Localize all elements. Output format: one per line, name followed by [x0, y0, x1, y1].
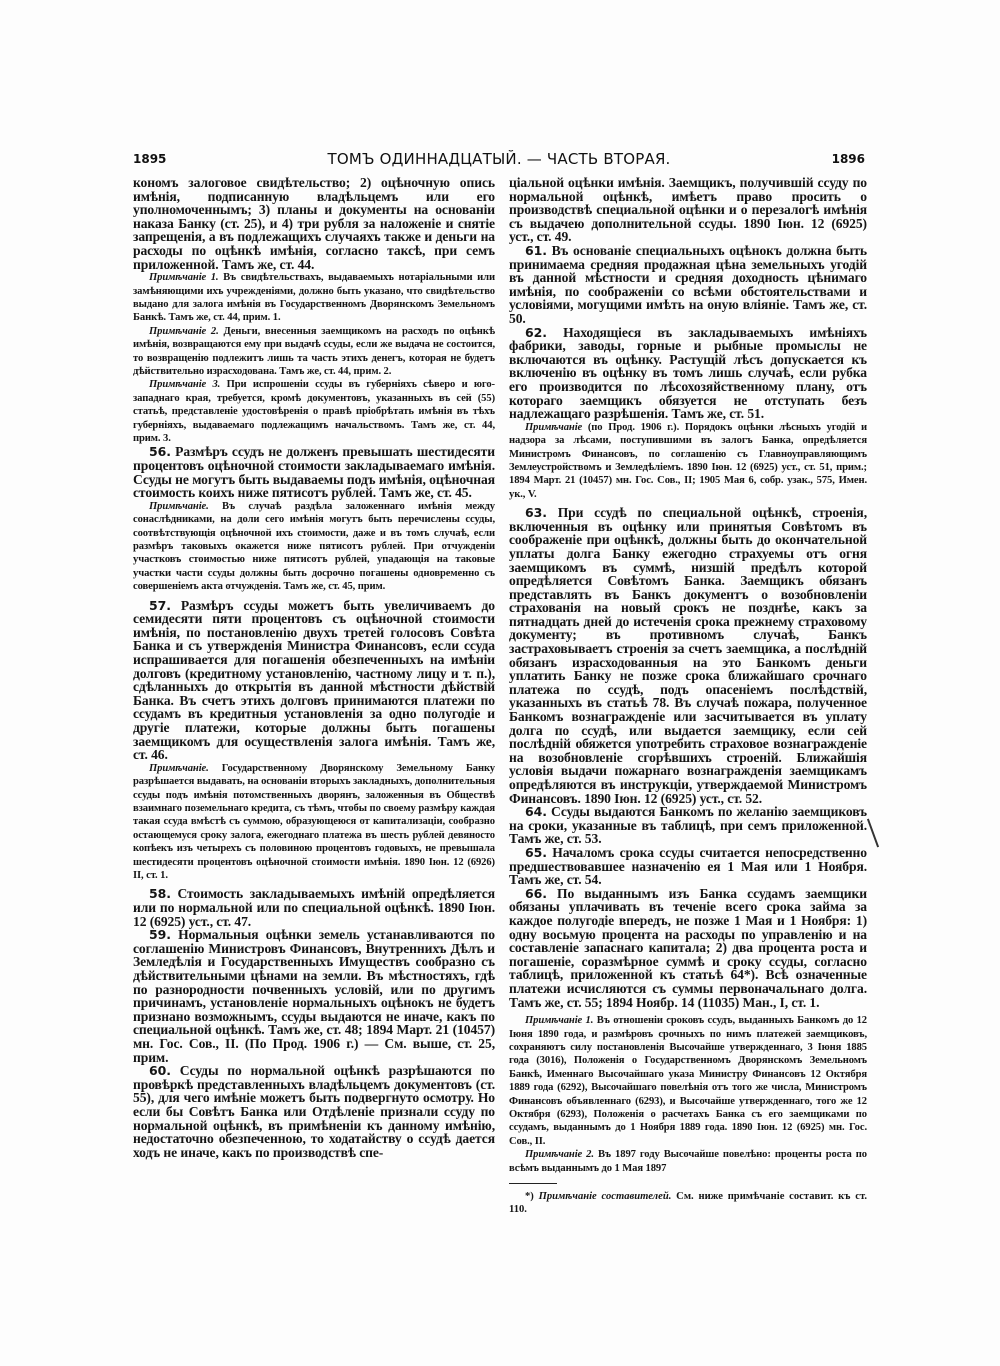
note: [509, 1148, 867, 1175]
article-number: 56.: [149, 444, 171, 460]
page-header: [133, 150, 865, 172]
page-number-right: 1896: [831, 152, 865, 166]
article-text: Нормальныя оцѣнки земель устанавливаются по соглашенію Министровъ Финансовъ, Внутреннихъ Дѣлъ и Земледѣлія и Государственныхъ Имуществъ сообразно съ дѣйствительными цѣнами на земли. Въ мѣстностяхъ, гдѣ по разнородности почвенныхъ условій, или по другимъ причинамъ, установленіе нормальныхъ оцѣнокъ не будетъ признано возможнымъ, ссуды выдаются не иначе, какъ по специальной оцѣнкѣ. Тамъ же, ст. 48; 1894 Март. 21 (10457) мн. Гос. Сов., II. (По Прод. 1906 г.) — См. выше, ст. 25, прим.: [133, 927, 495, 1065]
article-text: При ссудѣ по специальной оцѣнкѣ, строенія, включенныя въ оцѣнку или принятыя Совѣтомъ въ соображеніе при оцѣнкѣ, должны быть до окончательной уплаты долга Банку ежегодно страхуемы отъ огня заемщикомъ въ суммѣ, низшій предѣлъ которой опредѣляется Совѣтомъ Банка. Заемщикъ обязанъ представлять въ Банкъ документъ о возобновленіи страхованія на новый срокъ не позднѣе, какъ за пятнадцать дней до истеченія срока прежнему страховому документу; въ противномъ случаѣ, Банкъ застраховываетъ строенія за счетъ заемщика, а послѣдній обязанъ израсходованныя на это Банкомъ деньги уплатить Банку не позже срока ближайшаго срочнаго платежа по ссудѣ, подъ опасеніемъ послѣдствій, указанныхъ въ статьѣ 78. Въ случаѣ пожара, полученное Банкомъ вознагражденіе или засчитывается въ уплату долга по ссудѣ, или выдается заемщику, если сей послѣдній обяжется употребить страховое вознагражденіе на возобновленіе сгорѣвшихъ строеній. Ближайшія условія выдачи пожарнаго вознагражденія заемщикамъ опредѣляются въ инструкціи, утверждаемой Министромъ Финансовъ. 1890 Іюн. 12 (6925) уст., ст. 52.: [509, 505, 867, 806]
note-label: Примѣчаніе 3.: [149, 379, 221, 391]
note: [133, 762, 495, 883]
article-65: [509, 846, 867, 887]
footnote-label: Примѣчаніе составителей.: [538, 1190, 672, 1202]
article-number: 59.: [149, 927, 171, 943]
article-number: 61.: [525, 242, 547, 258]
article-text: Началомъ срока ссуды считается непосредственно предшествовавшее назначенію ея 1 Мая или 1 Ноября. Тамъ же, ст. 54.: [509, 844, 867, 888]
article-text: Ссуды по нормальной оцѣнкѣ разрѣшаются по провѣркѣ представленныхъ владѣльцемъ документовъ (ст. 55), для чего имѣніе можетъ быть подвергнуто осмотру. Но если бы Совѣтъ Банка или Отдѣленіе признали ссуду по нормальной оцѣнкѣ, въ примѣненіи къ данному имѣнію, недостаточно обезпеченною, то ходатайству о ссудѣ дается ходъ не иначе, какъ по производствѣ спе-: [133, 1063, 495, 1160]
article-number: 58.: [149, 886, 171, 902]
note-label: Примѣчаніе 2.: [525, 1149, 594, 1161]
note-text: Государственному Дворянскому Земельному Банку разрѣшается выдавать, на основаніи вторыхъ закладныхъ, дополнительныя ссуды подъ имѣнія потомственныхъ дворянъ, заложенныя въ Обществѣ взаимнаго поземельнаго кредита, съ тѣмъ, чтобы по своему размѣру каждая такая ссуда вмѣстѣ съ суммою, образующеюся от капитализаціи, сообразно остающемуся сроку залога, ежегоднаго платежа въ шесть рублей девяносто копѣекъ изъ четырехъ съ половиною процентовъ годовыхъ, не превышала шестидесяти процентовъ оцѣночной стоимости имѣнія. 1890 Іюн. 12 (6926) II, ст. 1.: [133, 762, 495, 882]
article-number: 60.: [149, 1063, 171, 1079]
article-56: [133, 445, 495, 499]
note-label: Примѣчаніе 1.: [525, 1015, 594, 1027]
article-64: [509, 805, 867, 846]
left-column: [133, 176, 495, 1159]
article-text: Въ основаніе специальныхъ оцѣнокъ должна быть принимаема средняя продажная цѣна земельныхъ угодій въ данной мѣстности и средняя доходность цѣнимаго имѣнія, по соображеніи со всѣми обстоятельствами и условіями, могущими имѣть на оную вліяніе. Тамъ же, ст. 50.: [509, 242, 867, 326]
article-63: [509, 506, 867, 805]
note: [133, 378, 495, 445]
note-text: При испрошеніи ссуды въ губерніяхъ сѣверо и юго-западнаго края, требуется, кромѣ документовъ, указанныхъ въ сей (55) статьѣ, представленіе удостовѣренія о правѣ пріобрѣтать имѣнія въ тѣхъ губерніяхъ, выдаваемаго подлежащимъ начальствомъ. Тамъ же, ст. 44, прим. 3.: [133, 379, 495, 445]
note-text: Въ 1897 году Высочайше повелѣно: проценты роста по всѣмъ выданнымъ до 1 Мая 1897: [509, 1149, 867, 1174]
article-60: [133, 1064, 495, 1159]
article-text: Стоимость закладываемыхъ имѣній опредѣляется или по нормальной или по специальной оцѣнкѣ. 1890 Іюн. 12 (6925) уст., ст. 47.: [133, 886, 495, 929]
continued-text: ціальной оцѣнки имѣнія. Заемщикъ, получившій ссуду по нормальной оцѣнкѣ, имѣетъ право просить о производствѣ специальной оцѣнки и о перезалогѣ имѣнія съ выдачею дополнительной ссуды. 1890 Іюн. 12 (6925) уст., ст. 49.: [509, 175, 867, 245]
footnote-marker: *): [525, 1190, 534, 1202]
note: [133, 325, 495, 379]
article-text: Размѣръ ссуды можетъ быть увеличиваемъ до семидесяти пяти процентовъ съ оцѣночной стоимости имѣнія, по постановленію двухъ третей голосовъ Совѣта Банка и съ утвержденія Министра Финансовъ, если ссуда испрашивается для погашенія обезпеченныхъ на имѣніи долговъ (кредитному установленію, частному лицу и т. п.), сдѣланныхъ до открытія въ данной мѣстности дѣйствій Банка. Въ счетъ этихъ долговъ принимаются платежи по ссудамъ въ кредитныя установленія за одно полугодіе и другіе платежи, которые должны быть погашены заемщикомъ для осуществленія залога имѣнія. Тамъ же, ст. 46.: [133, 597, 495, 763]
note-label: Примѣчаніе.: [149, 500, 209, 512]
article-number: 65.: [525, 844, 547, 860]
footnote-rule: [509, 1183, 557, 1184]
article-62: [509, 326, 867, 421]
footnote: [509, 1190, 867, 1217]
page-number-left: 1895: [133, 152, 167, 166]
article-text: Находящіеся въ закладываемыхъ имѣніяхъ фабрики, заводы, горные и рыбные промыслы не включаются въ оцѣнку. Растущій лѣсъ допускается къ включенію въ оцѣнку въ томъ лишь случаѣ, если рубка его производится по лѣсохозяйственному плану, отъ котораго заемщикъ обязуется не отступать безъ надлежащаго разрѣшенія. Тамъ же, ст. 51.: [509, 324, 867, 422]
margin-pencil-mark: [867, 819, 879, 848]
footnote-text: См. ниже примѣчаніе составит. къ ст. 110.: [509, 1190, 868, 1216]
note-label: Примѣчаніе 1.: [149, 272, 219, 284]
note-text: (по Прод. 1906 г.). Порядокъ оцѣнки лѣсныхъ угодій и надзора за лѣсами, поступившими въ залогъ Банка, опредѣляется Министромъ Финансовъ, по соглашенію съ Главноуправляющимъ Землеустройствомъ и Земледѣліемъ. 1890 Іюн. 12 (6925) уст., ст. 51, прим.; 1894 Март. 21 (10457) мн. Гос. Сов., II; 1905 Мая 6, собр. узак., 575, Имен. ук., V.: [509, 421, 867, 500]
right-column: [509, 176, 867, 1217]
article-text: Размѣръ ссудъ не долженъ превышать шестидесяти процентовъ оцѣночной стоимости закладываемаго имѣнія. Ссуды не могутъ быть выдаваемы подъ имѣнія, оцѣночная стоимость коихъ ниже пятисотъ рублей. Тамъ же, ст. 45.: [133, 444, 495, 501]
note-text: Въ отношеніи сроковъ ссудъ, выданныхъ Банкомъ до 12 Іюня 1890 года, и размѣровъ срочныхъ по нимъ платежей заемщиковъ, сохраняютъ силу постановленія Высочайше утвержденнаго, 3 Іюня 1885 года (3016), Положенія о Государственномъ Дворянскомъ Земельномъ Банкѣ, Именнаго Высочайшаго указа Министру Финансовъ 12 Октября 1889 года (6292), Высочайшаго повелѣнія отъ того же числа, Министромъ Финансовъ объявленнаго (6293), и Высочайше утвержденнаго, того же 12 Октября (6293), Положенія о расчетахъ Банка съ его заемщиками по ссудамъ, выданнымъ до 1 Ноября 1889 года. 1890 Іюн. 12 (6925) мн. Гос. Сов., II.: [509, 1015, 867, 1147]
continued-text: кономъ залоговое свидѣтельство; 2) оцѣночную опись имѣнія, подписанную владѣльцемъ или его уполномоченнымъ; 3) планы и документы на основаніи наказа Банку (ст. 25), и 4) три рубля за наложеніе и снятіе запрещенія, а въ подлежащихъ случаяхъ также и деньги на расходы по оцѣнкѣ имѣнія, согласно таксѣ, при семъ приложенной. Тамъ же, ст. 44.: [133, 175, 495, 272]
article-text: По выданнымъ изъ Банка ссудамъ заемщики обязаны уплачивать въ теченіе всего срока займа за каждое полугодіе впередъ, не позже 1 Мая и 1 Ноября: 1) одну восьмую процента на расходы по управленію и на составленіе запаснаго капитала; 2) два процента роста и погашеніе, соразмѣрное суммѣ и сроку ссуды, согласно таблицѣ, приложенной къ статьѣ 64*). Всѣ означенные платежи исчисляются съ суммы первоначальнаго долга. Тамъ же, ст. 55; 1894 Ноябр. 14 (11035) Ман., I, ст. 1.: [509, 885, 867, 1010]
note-text: Въ случаѣ раздѣла заложеннаго имѣнія между сонаслѣдниками, на доли сего имѣнія могутъ быть перечислены ссуды, соотвѣтствующія оцѣночной ихъ стоимости, даже и въ томъ случаѣ, если размѣръ таковыхъ окажется ниже пятисотъ рублей. При отчужденіи участковъ стоимостью ниже пятисотъ рублей, упадающія на таковые участки части ссуды должны быть досрочно погашены одновременно съ совершеніемъ акта отчужденія. Тамъ же, ст. 45, прим.: [133, 500, 495, 593]
article-61: [509, 244, 867, 326]
note: [133, 500, 495, 594]
article-number: 64.: [525, 804, 547, 820]
note: [509, 1014, 867, 1148]
article-text: Ссуды выдаются Банкомъ по желанію заемщиковъ на сроки, указанные въ таблицѣ, при семъ приложенной. Тамъ же, ст. 53.: [509, 804, 867, 847]
note-label: Примѣчаніе.: [149, 762, 209, 774]
article-58: [133, 887, 495, 928]
running-title: ТОМЪ ОДИННАДЦАТЫЙ. — ЧАСТЬ ВТОРАЯ.: [327, 150, 671, 168]
article-number: 57.: [149, 597, 171, 613]
note-label: Примѣчаніе 2.: [149, 325, 219, 337]
note: [133, 271, 495, 325]
article-number: 63.: [525, 505, 547, 521]
article-number: 66.: [525, 885, 547, 901]
note-text: Деньги, внесенныя заемщикомъ на расходъ по оцѣнкѣ имѣнія, возвращаются ему при выдачѣ ссуды, если же выдача не состоится, то возвращенію подлежитъ лишь та часть этихъ денегъ, которая не будетъ дѣйствительно израсходована. Тамъ же, ст. 44, прим. 2.: [133, 325, 495, 377]
note-label: Примѣчаніе: [525, 421, 583, 433]
article-number: 62.: [525, 324, 547, 340]
article-57: [133, 599, 495, 762]
note-text: Въ свидѣтельствахъ, выдаваемыхъ нотаріальными или замѣняющими ихъ учрежденіями, должно быть указано, что свидѣтельство выдано для залога имѣнія въ Государственномъ Дворянскомъ Земельномъ Банкѣ. Тамъ же, ст. 44, прим. 1.: [133, 272, 495, 324]
note: [509, 421, 867, 501]
article-59: [133, 928, 495, 1064]
article-66: [509, 887, 867, 1009]
